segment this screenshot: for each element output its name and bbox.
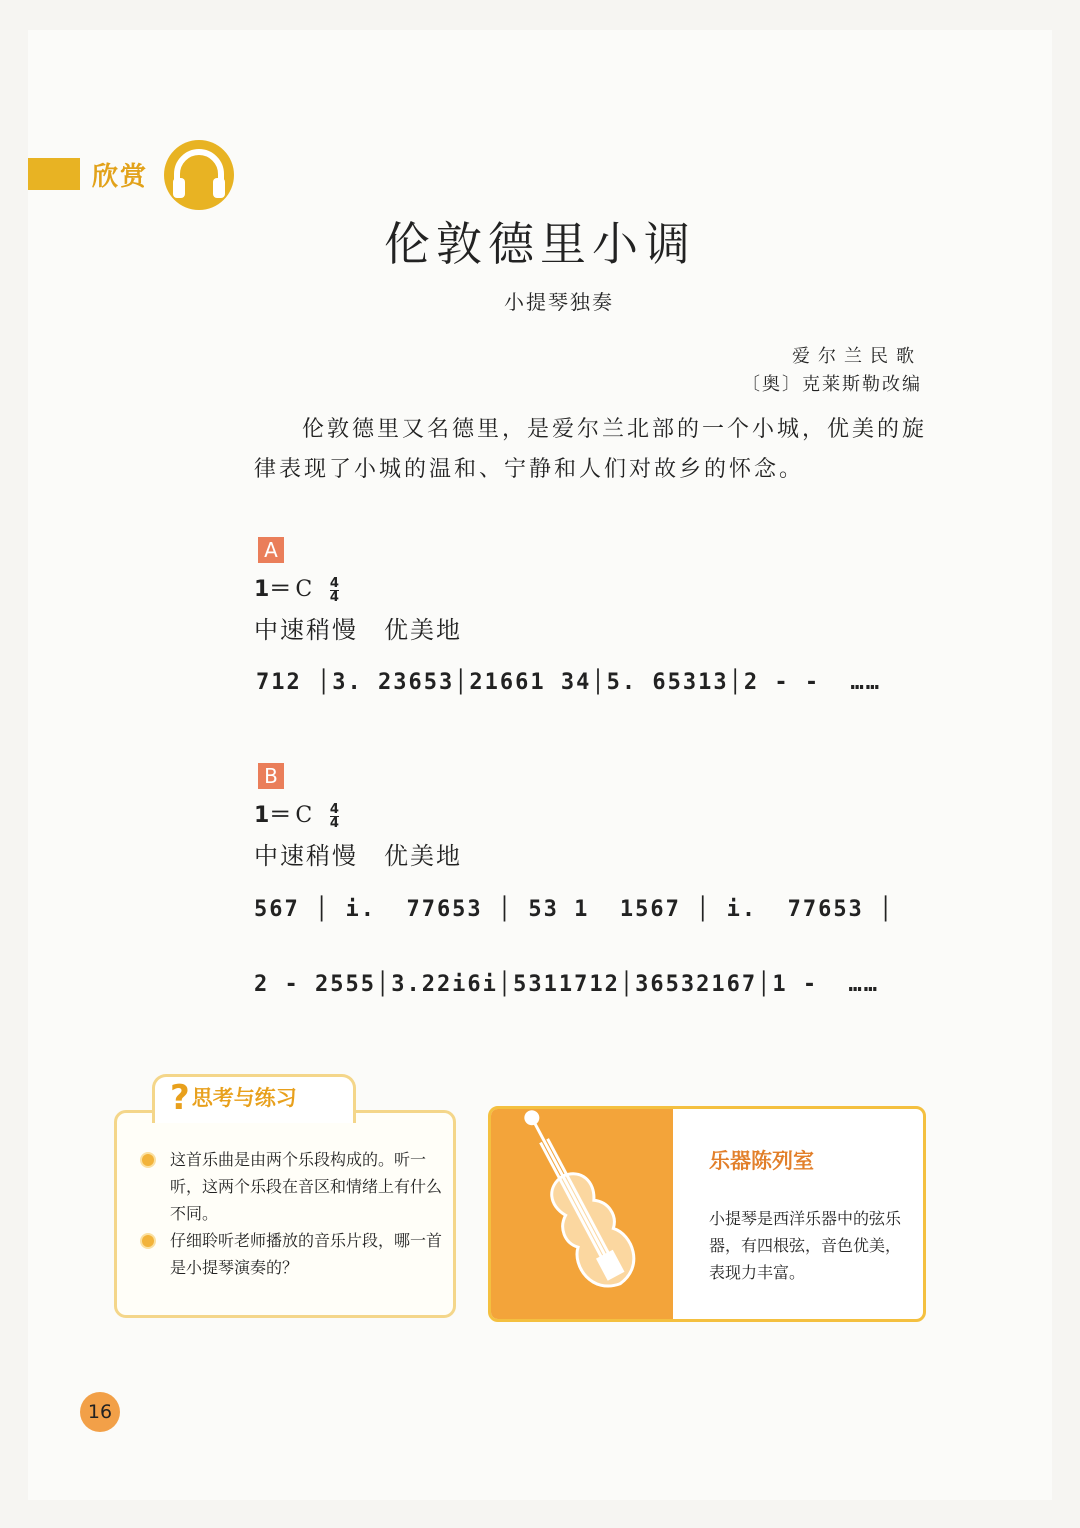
key-note: C <box>295 803 313 828</box>
key-note: C <box>295 577 313 602</box>
section-b-label: B <box>258 763 284 789</box>
song-subtitle: 小提琴独奏 <box>504 290 614 314</box>
intro-text: 伦敦德里又名德里，是爱尔兰北部的一个小城，优美的旋律表现了小城的温和、宁静和人们对故乡的怀念。 <box>254 417 928 482</box>
section-b-notation-line1: 567 │ i. 77653 │ 53 1 1567 │ i. 77653 │ <box>254 897 895 922</box>
key-label: 1＝ <box>254 803 292 828</box>
instrument-text: 小提琴是西洋乐器中的弦乐器，有四根弦，音色优美，表现力丰富。 <box>709 1209 902 1282</box>
list-item: 仔细聆听老师播放的音乐片段，哪一首是小提琴演奏的？ <box>142 1227 442 1281</box>
exercise-list <box>142 1146 442 1281</box>
list-item: 这首乐曲是由两个乐段构成的。听一听，这两个乐段在音区和情绪上有什么不同。 <box>142 1146 442 1227</box>
section-banner-bar <box>28 158 80 190</box>
instrument-image-panel <box>491 1109 673 1319</box>
song-origin: 爱尔兰民歌 <box>792 346 922 367</box>
question-icon: ? <box>170 1078 190 1118</box>
instrument-title: 乐器陈列室 <box>709 1149 814 1173</box>
section-b-notation-line2: 2 - 2555│3.22i6i│5311712│36532167│1 - …… <box>254 972 880 997</box>
section-b-tempo: 中速稍慢 优美地 <box>254 842 462 870</box>
section-banner-label: 欣赏 <box>92 162 149 192</box>
violin-icon <box>491 1109 673 1319</box>
time-signature: $\frac{4}{4}$ <box>329 801 339 831</box>
time-signature: $\frac{4}{4}$ <box>329 575 339 605</box>
bullet-icon <box>142 1235 154 1247</box>
section-a-notation: 712 │3. 23653│21661 34│5. 65313│2 - - …… <box>256 670 882 695</box>
bullet-icon <box>142 1154 154 1166</box>
section-a-tempo: 中速稍慢 优美地 <box>254 616 462 644</box>
song-arranger: 〔奥〕克莱斯勒改编 <box>742 374 922 395</box>
song-title: 伦敦德里小调 <box>384 217 696 271</box>
headphones-icon <box>162 138 236 212</box>
section-a-key <box>254 572 339 604</box>
section-a-label: A <box>258 537 284 563</box>
intro-paragraph <box>254 410 934 490</box>
exercise-title: ?思考与练习 <box>170 1078 297 1118</box>
key-label: 1＝ <box>254 577 292 602</box>
section-b-key <box>254 798 339 830</box>
instrument-box <box>488 1106 926 1322</box>
page-number: 16 <box>80 1392 120 1432</box>
